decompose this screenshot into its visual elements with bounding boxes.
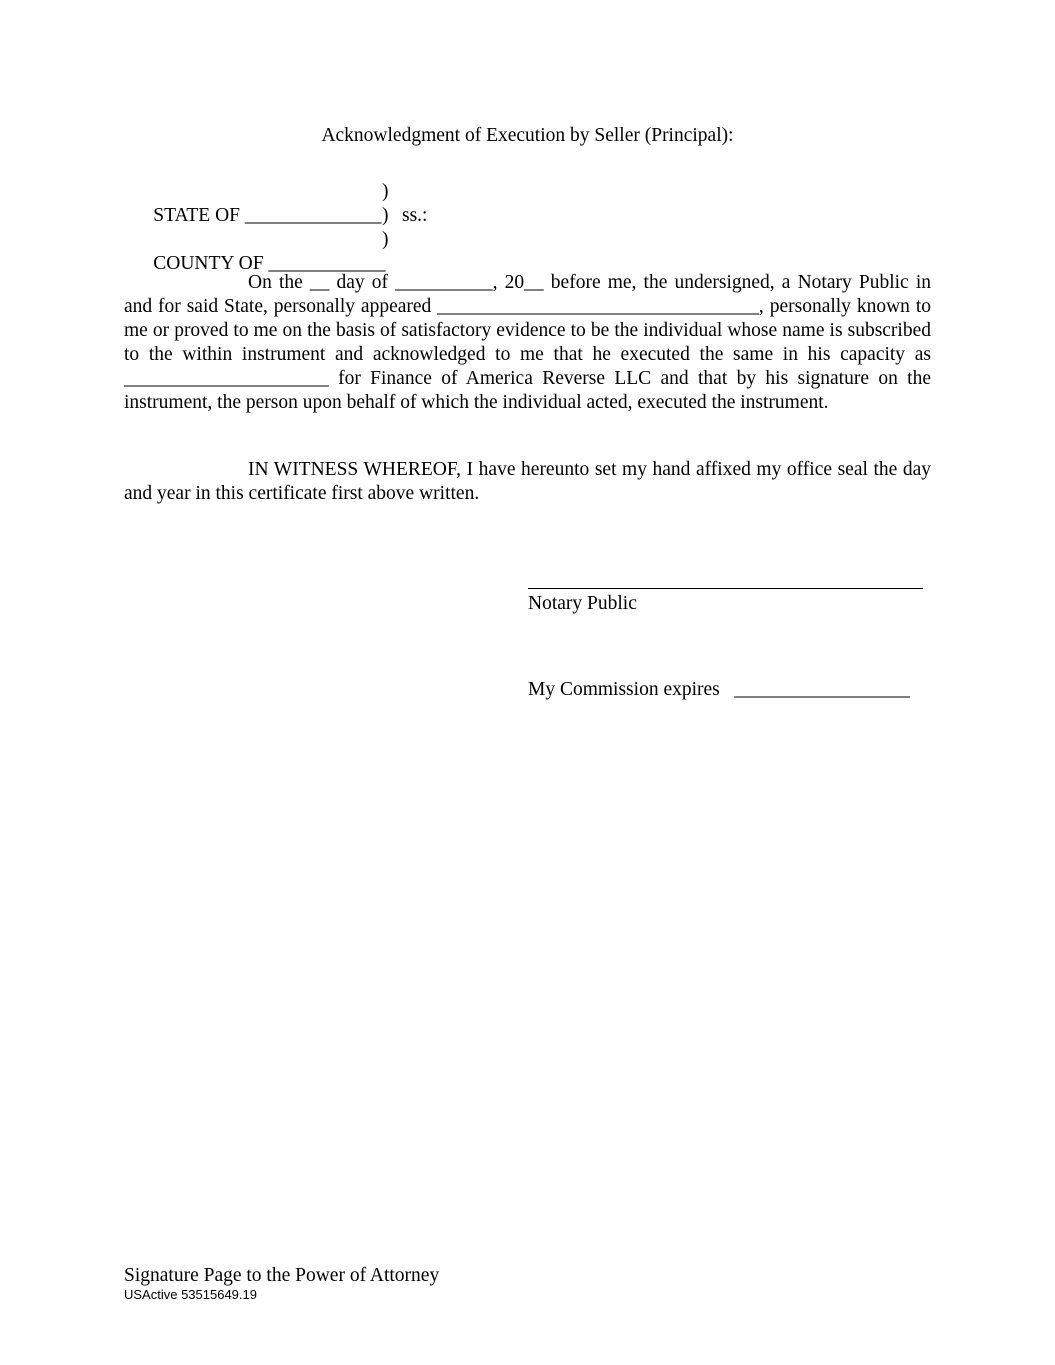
county-of-line: COUNTY OF ____________ [153,253,386,274]
notary-signature-line [528,588,923,589]
footer-document-id: USActive 53515649.19 [124,1287,257,1302]
state-of-line: STATE OF ______________ [153,205,382,226]
acknowledgment-text: On the __ day of __________, 20__ before me, the undersigned, a Notary Public in and for said State, personally appeared _________________________________, personally known to me or proved to me on the basis of satisfactory evidence to be the individual whose name is subscribed to the within instrument and acknowledged to me that he executed the same in his capacity as _____________________ for Finance of America Reverse LLC and that by his signature on the instrument, the person upon behalf of which the individual acted, executed the instrument. [124,272,931,413]
venue-row-county [124,228,389,274]
acknowledgment-paragraph [124,271,931,415]
venue-row-state [124,180,389,226]
notary-public-label: Notary Public [528,593,637,614]
witness-text: IN WITNESS WHEREOF, I have hereunto set my hand affixed my office seal the day and year in this certificate first above written. [124,459,931,504]
venue-paren: ) [382,205,389,226]
venue-paren: ) [382,229,389,250]
document-title: Acknowledgment of Execution by Seller (Principal): [321,125,734,146]
venue-block [124,180,428,274]
footer-title: Signature Page to the Power of Attorney [124,1265,440,1286]
commission-expires-line: My Commission expires __________________ [528,679,910,700]
ss-label: ss.: [402,205,428,226]
venue-row-ss [124,204,428,228]
venue-paren: ) [382,181,389,202]
witness-paragraph [124,458,931,506]
